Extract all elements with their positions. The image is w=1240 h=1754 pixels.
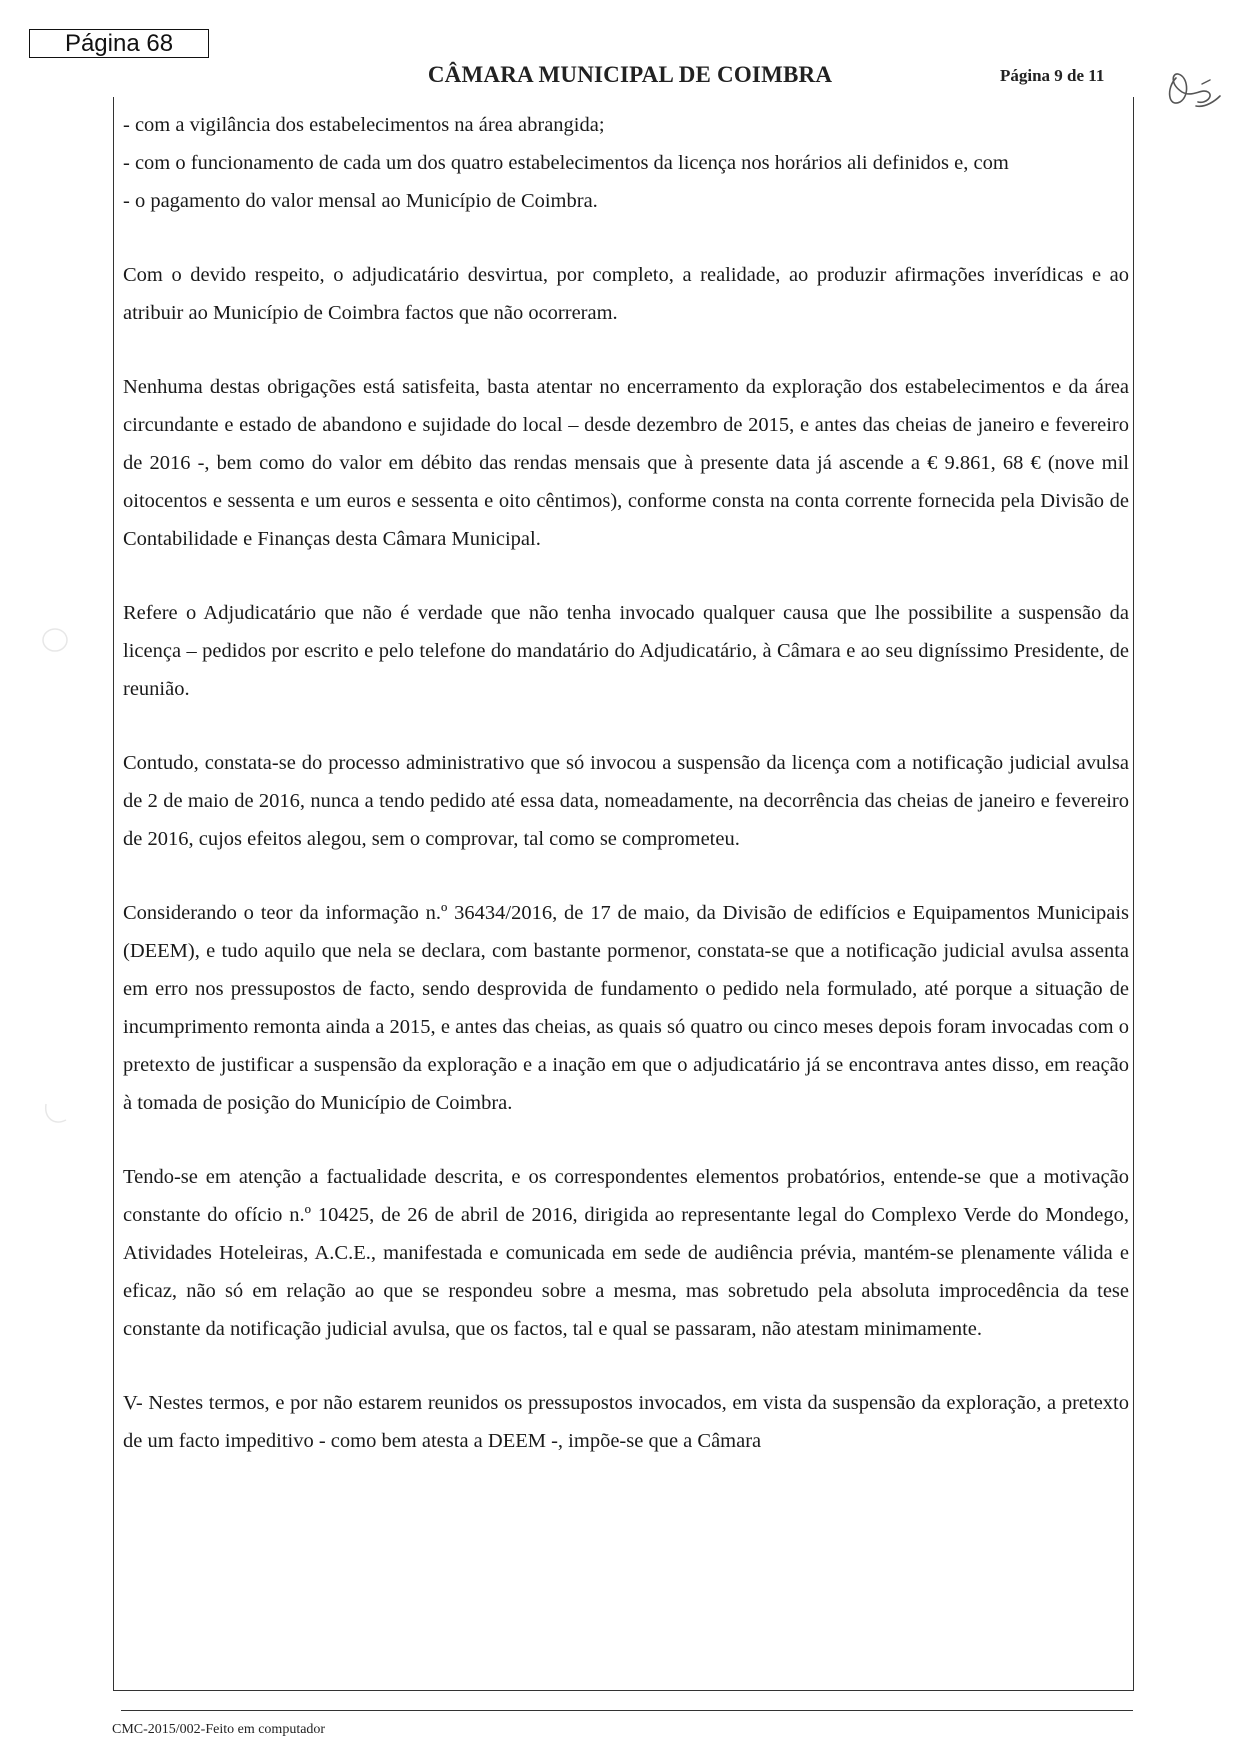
paragraph: Tendo-se em atenção a factualidade descrita, e os correspondentes elementos probatórios, entende-se que a motivação constante do ofício n.º 10425, de 26 de abril de 2016, dirigida ao representante legal do Complexo Verde do Mondego, Atividades Hoteleiras, A.C.E., manifestada e comunicada em sede de audiência prévia, mantém-se plenamente válida e eficaz, não só em relação ao que se respondeu sobre a mesma, mas sobretudo pela absoluta improcedência da tese constante da notificação judicial avulsa, que os factos, tal e qual se passaram, não atestam minimamente.	[123, 1166, 1129, 1340]
footer-text: CMC-2015/002-Feito em computador	[112, 1722, 326, 1737]
header-page-number: Página 9 de 11	[1000, 66, 1105, 85]
punch-hole-mark	[38, 624, 72, 656]
paragraph: Refere o Adjudicatário que não é verdade que não tenha invocado qualquer causa que lhe possibilite a suspensão da licença – pedidos por escrito e pelo telefone do mandatário do Adjudicatário, à Câmara e ao seu digníssimo Presidente, de reunião.	[123, 602, 1129, 700]
page-label: Página 68	[29, 29, 209, 58]
paragraph: Contudo, constata-se do processo administrativo que só invocou a suspensão da licença com a notificação judicial avulsa de 2 de maio de 2016, nunca a tendo pedido até essa data, nomeadamente, na decorrência das cheias de janeiro e fevereiro de 2016, cujos efeitos alegou, sem o comprovar, tal como se comprometeu.	[123, 752, 1129, 850]
punch-hole-mark	[40, 1098, 74, 1130]
paragraph: Nenhuma destas obrigações está satisfeita, basta atentar no encerramento da exploração dos estabelecimentos e da área circundante e estado de abandono e sujidade do local – desde dezembro de 2015, e antes das cheias de janeiro e fevereiro de 2016 -, bem como do valor em débito das rendas mensais que à presente data já ascende a € 9.861, 68 € (nove mil oitocentos e sessenta e um euros e sessenta e oito cêntimos), conforme consta na conta corrente fornecida pela Divisão de Contabilidade e Finanças desta Câmara Municipal.	[123, 376, 1129, 550]
paragraph: V- Nestes termos, e por não estarem reunidos os pressupostos invocados, em vista da suspensão da exploração, a pretexto de um facto impeditivo - como bem atesta a DEEM -, impõe-se que a Câmara	[123, 1392, 1129, 1452]
document-body	[123, 106, 1129, 1496]
list-item: - com a vigilância dos estabelecimentos na área abrangida;	[123, 114, 605, 136]
list-item: - o pagamento do valor mensal ao Município de Coimbra.	[123, 190, 598, 212]
paragraph: Considerando o teor da informação n.º 36434/2016, de 17 de maio, da Divisão de edifícios e Equipamentos Municipais (DEEM), e tudo aquilo que nela se declara, com bastante pormenor, constata-se que a notificação judicial avulsa assenta em erro nos pressupostos de facto, sendo desprovida de fundamento o pedido nela formulado, até porque a situação de incumprimento remonta ainda a 2015, e antes das cheias, as quais só quatro ou cinco meses depois foram invocadas com o pretexto de justificar a suspensão da exploração e a inação em que o adjudicatário já se encontrava antes disso, em reação à tomada de posição do Município de Coimbra.	[123, 902, 1129, 1114]
paragraph: Com o devido respeito, o adjudicatário desvirtua, por completo, a realidade, ao produzir afirmações inverídicas e ao atribuir ao Município de Coimbra factos que não ocorreram.	[123, 264, 1129, 324]
footer-divider	[121, 1710, 1133, 1711]
list-item: - com o funcionamento de cada um dos quatro estabelecimentos da licença nos horários ali definidos e, com	[123, 152, 1009, 174]
obligations-list	[123, 106, 1129, 220]
handwritten-initials-icon	[1162, 58, 1224, 124]
header-title: CÂMARA MUNICIPAL DE COIMBRA	[427, 62, 833, 87]
